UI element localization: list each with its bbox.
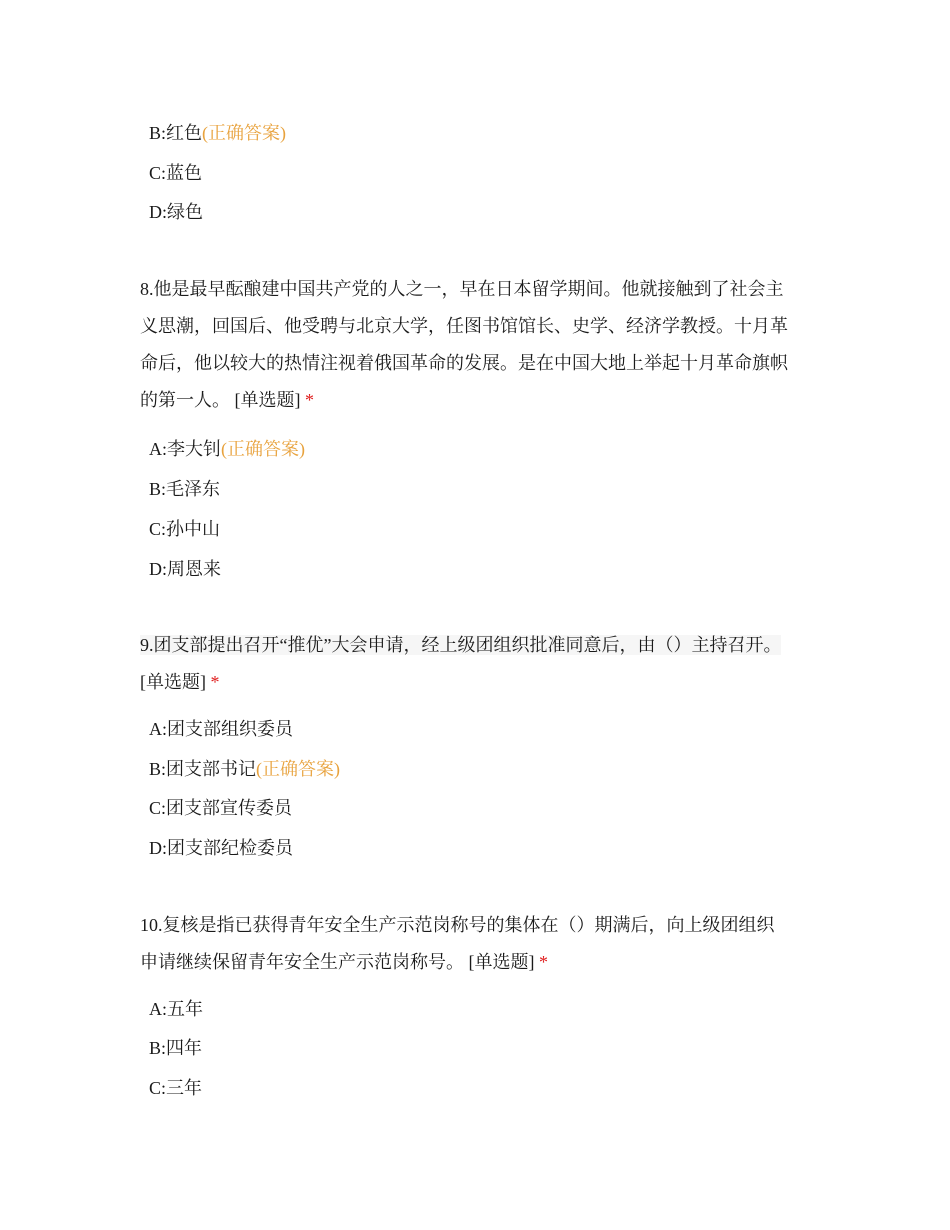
option-label: D:周恩来 [149, 559, 221, 579]
option-label: C:孙中山 [149, 519, 221, 539]
required-mark: * [539, 952, 548, 972]
q9-text [140, 627, 820, 701]
q9-option-a [149, 717, 293, 741]
question-line: 9.团支部提出召开“推优”大会申请，经上级团组织批准同意后，由（）主持召开。 [140, 635, 782, 655]
question-line: 申请继续保留青年安全生产示范岗称号。 [单选题] [140, 952, 535, 972]
option-label: B:团支部书记 [149, 759, 257, 779]
q8-option-a [149, 437, 305, 461]
option-label: B:红色 [149, 123, 203, 143]
question-line: 10.复核是指已获得青年安全生产示范岗称号的集体在（）期满后，向上级团组织 [140, 915, 775, 935]
question-line: 8.他是最早酝酿建中国共产党的人之一，早在日本留学期间。他就接触到了社会主 [140, 279, 784, 299]
question-line: [单选题] [140, 672, 206, 692]
q10-text [140, 907, 820, 981]
q9-option-b [149, 757, 340, 781]
q9-option-c [149, 796, 292, 820]
required-mark: * [210, 672, 220, 692]
q7-option-d [149, 200, 203, 224]
correct-answer-marker: (正确答案) [221, 439, 305, 459]
q10-option-c [149, 1076, 202, 1100]
q7-option-c [149, 161, 202, 185]
option-label: C:团支部宣传委员 [149, 798, 293, 818]
question-line: 义思潮，回国后、他受聘与北京大学，任图书馆馆长、史学、经济学教授。十月革 [140, 316, 788, 336]
q10-option-b [149, 1036, 202, 1060]
option-label: B:四年 [149, 1038, 203, 1058]
correct-answer-marker: (正确答案) [256, 759, 341, 779]
option-label: C:三年 [149, 1078, 203, 1098]
option-label: A:五年 [149, 999, 203, 1019]
question-line: 的第一人。 [单选题] [140, 390, 301, 410]
q8-option-b [149, 477, 220, 501]
option-label: B:毛泽东 [149, 479, 221, 499]
q9-option-d [149, 836, 293, 860]
option-label: C:蓝色 [149, 163, 203, 183]
q8-option-c [149, 517, 220, 541]
option-label: A:团支部组织委员 [149, 719, 293, 739]
q8-text [140, 271, 820, 419]
option-label: D:团支部纪检委员 [149, 838, 293, 858]
question-line: 命后，他以较大的热情注视着俄国革命的发展。是在中国大地上举起十月革命旗帜 [140, 353, 788, 373]
q10-option-a [149, 997, 203, 1021]
option-label: A:李大钊 [149, 439, 221, 459]
q7-option-b [149, 121, 286, 145]
correct-answer-marker: (正确答案) [202, 123, 287, 143]
q8-option-d [149, 557, 221, 581]
required-mark: * [305, 390, 314, 410]
option-label: D:绿色 [149, 202, 203, 222]
